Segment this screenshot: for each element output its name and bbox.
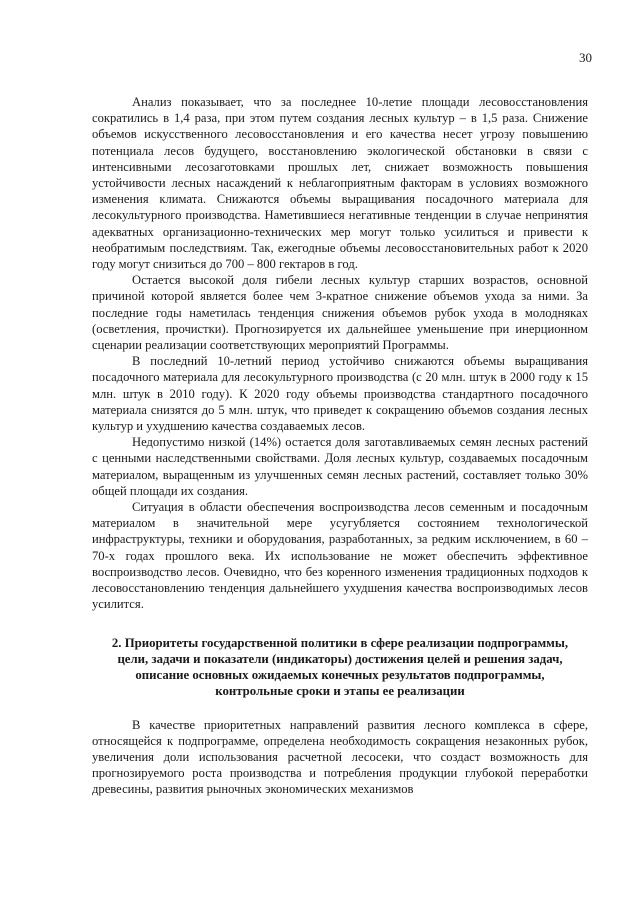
body-paragraph-3: В последний 10-летний период устойчиво снижаются объемы выращивания посадочного материала для лесокультурного производства (с 20 млн. штук в 2000 году к 15 млн. штук в 2010 году). К 2020 году объемы производства стандартного посадочного материала снизятся до 5 млн. штук, что приведет к сокращению объемов создания лесных культур и ухудшению качества создаваемых лесов. [92, 354, 588, 434]
section-heading-line-2: цели, задачи и показатели (индикаторы) достижения целей и решения задач, [117, 651, 563, 666]
body-paragraph-2: Остается высокой доля гибели лесных культур старших возрастов, основной причиной которой является более чем 3-кратное снижение объемов ухода за ними. За последние годы наметилась тенденция снижения объемов рубок ухода в молодняках (осветления, прочистки). Прогнозируется их дальнейшее уменьшение при инерционном сценарии реализации соответствующих мероприятий Программы. [92, 273, 588, 353]
page-content [92, 94, 588, 798]
section-heading-line-4: контрольные сроки и этапы ее реализации [215, 683, 465, 698]
section-heading-line-1: 2. Приоритеты государственной политики в сфере реализации подпрограммы, [111, 635, 569, 650]
body-paragraph-1: Анализ показывает, что за последнее 10-летие площади лесовосстановления сократились в 1,4 раза, при этом путем создания лесных культур – в 1,5 раза. Снижение объемов искусственного лесовосстановления и его качества несет угрозу повышению потенциала лесов будущего, восстановлению экологической обстановки в связи с интенсивными лесозаготовками прошлых лет, снижает возможность повышения устойчивости лесных насаждений к неблагоприятным факторам в условиях возможного изменения климата. Снижаются объемы выращивания посадочного материала для лесокультурного производства. Наметившиеся негативные тенденции в случае непринятия адекватных организационно-технических мер могут только усилиться и привести к необратимым последствиям. Так, ежегодные объемы лесовосстановительных работ к 2020 году могут снизиться до 700 – 800 гектаров в год. [92, 95, 588, 272]
body-paragraph-6: В качестве приоритетных направлений развития лесного комплекса в сфере, относящейся к подпрограмме, определена необходимость сокращения незаконных рубок, увеличения доли использования расчетной лесосеки, что создаст возможность для прогнозируемого роста производства и потребления продукции глубокой переработки древесины, развития рыночных экономических механизмов [92, 717, 588, 797]
section-heading-line-3: описание основных ожидаемых конечных результатов подпрограммы, [135, 667, 545, 682]
page-number: 30 [579, 50, 592, 65]
body-paragraph-5: Ситуация в области обеспечения воспроизводства лесов семенным и посадочным материалом в значительной мере усугубляется состоянием технологической инфраструктуры, техники и оборудования, разработанных, за редким исключением, в 60 – 70-х годах прошлого века. Их использование не может обеспечить эффективное воспроизводство лесов. Очевидно, что без коренного изменения традиционных подходов к лесовосстановлению тенденция дальнейшего ухудшения качества воспроизводимых лесов усилится. [92, 500, 588, 612]
body-paragraph-4: Недопустимо низкой (14%) остается доля заготавливаемых семян лесных растений с ценными наследственными свойствами. Доля лесных культур, создаваемых посадочным материалом, выращенным из улучшенных семян лесных растений, составляет только 30% общей площади их создания. [92, 435, 588, 498]
section-heading [92, 635, 588, 699]
